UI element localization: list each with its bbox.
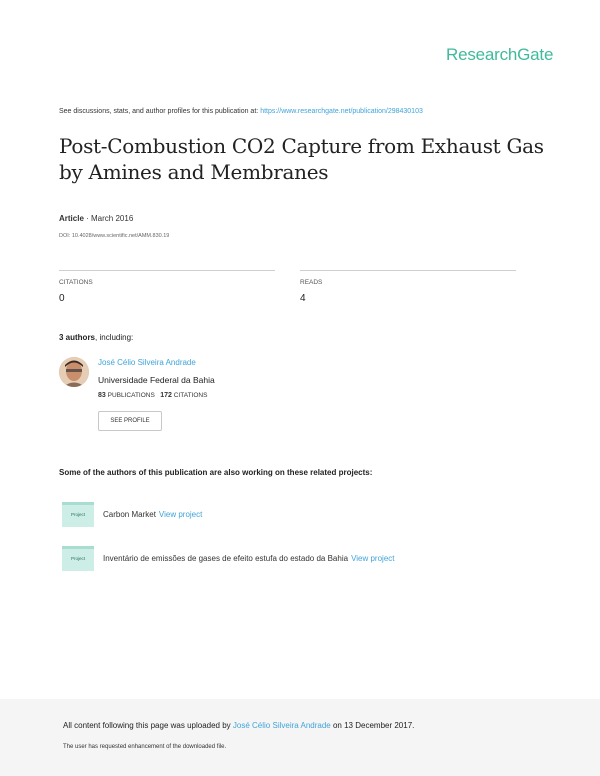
project-item xyxy=(103,510,202,519)
doi: DOI: 10.4028/www.scientific.net/AMM.830.19 xyxy=(59,233,170,239)
publication-link[interactable]: https://www.researchgate.net/publication/298430103 xyxy=(260,108,423,115)
footer xyxy=(0,699,600,776)
view-project-link[interactable]: View project xyxy=(351,554,395,563)
author-citations-label: CITATIONS xyxy=(173,392,208,399)
discussion-text: See discussions, stats, and author profiles for this publication at: xyxy=(59,108,259,115)
project-item xyxy=(103,554,395,563)
authors-suffix: , including: xyxy=(95,333,134,342)
uploader-link[interactable]: José Célio Silveira Andrade xyxy=(232,721,331,730)
meta-separator: · xyxy=(83,214,92,223)
author-stats xyxy=(98,392,207,399)
avatar[interactable] xyxy=(59,357,89,387)
citations-count: 0 xyxy=(59,293,65,304)
upload-prefix: All content following this page was uploaded by xyxy=(63,721,231,730)
author-publications-count: 83 xyxy=(98,392,106,399)
authors-count: 3 authors xyxy=(59,333,96,342)
researchgate-logo[interactable]: ResearchGate xyxy=(446,45,554,64)
reads-count: 4 xyxy=(300,293,306,304)
citations-label: CITATIONS xyxy=(59,279,93,286)
article-meta xyxy=(59,214,133,223)
page-title xyxy=(59,133,559,185)
upload-notice xyxy=(63,721,414,730)
upload-suffix: on 13 December 2017. xyxy=(332,721,415,730)
project-icon: Project xyxy=(62,546,94,571)
related-projects-header: Some of the authors of this publication are also working on these related projects: xyxy=(59,468,373,477)
author-photo-icon xyxy=(59,357,89,387)
project-name: Inventário de emissões de gases de efeito estufa do estado da Bahia xyxy=(103,554,349,563)
project-icon: Project xyxy=(62,502,94,527)
article-date: March 2016 xyxy=(91,214,134,223)
title-line-2: by Amines and Membranes xyxy=(59,160,329,184)
reads-label: READS xyxy=(300,279,323,286)
author-publications-label: PUBLICATIONS xyxy=(107,392,155,399)
view-project-link[interactable]: View project xyxy=(158,510,203,519)
title-line-1: Post-Combustion CO2 Capture from Exhaust Gas xyxy=(59,134,544,158)
authors-header xyxy=(59,333,133,342)
enhancement-note: The user has requested enhancement of the downloaded file. xyxy=(63,744,227,750)
reads-divider xyxy=(300,270,516,271)
author-institution: Universidade Federal da Bahia xyxy=(98,375,215,385)
see-profile-button[interactable]: SEE PROFILE xyxy=(98,411,162,431)
author-citations-count: 172 xyxy=(160,392,172,399)
article-type: Article xyxy=(59,214,84,223)
project-name: Carbon Market xyxy=(103,510,156,519)
discussion-notice xyxy=(59,108,423,115)
citations-divider xyxy=(59,270,275,271)
author-name-link[interactable]: José Célio Silveira Andrade xyxy=(98,358,196,367)
